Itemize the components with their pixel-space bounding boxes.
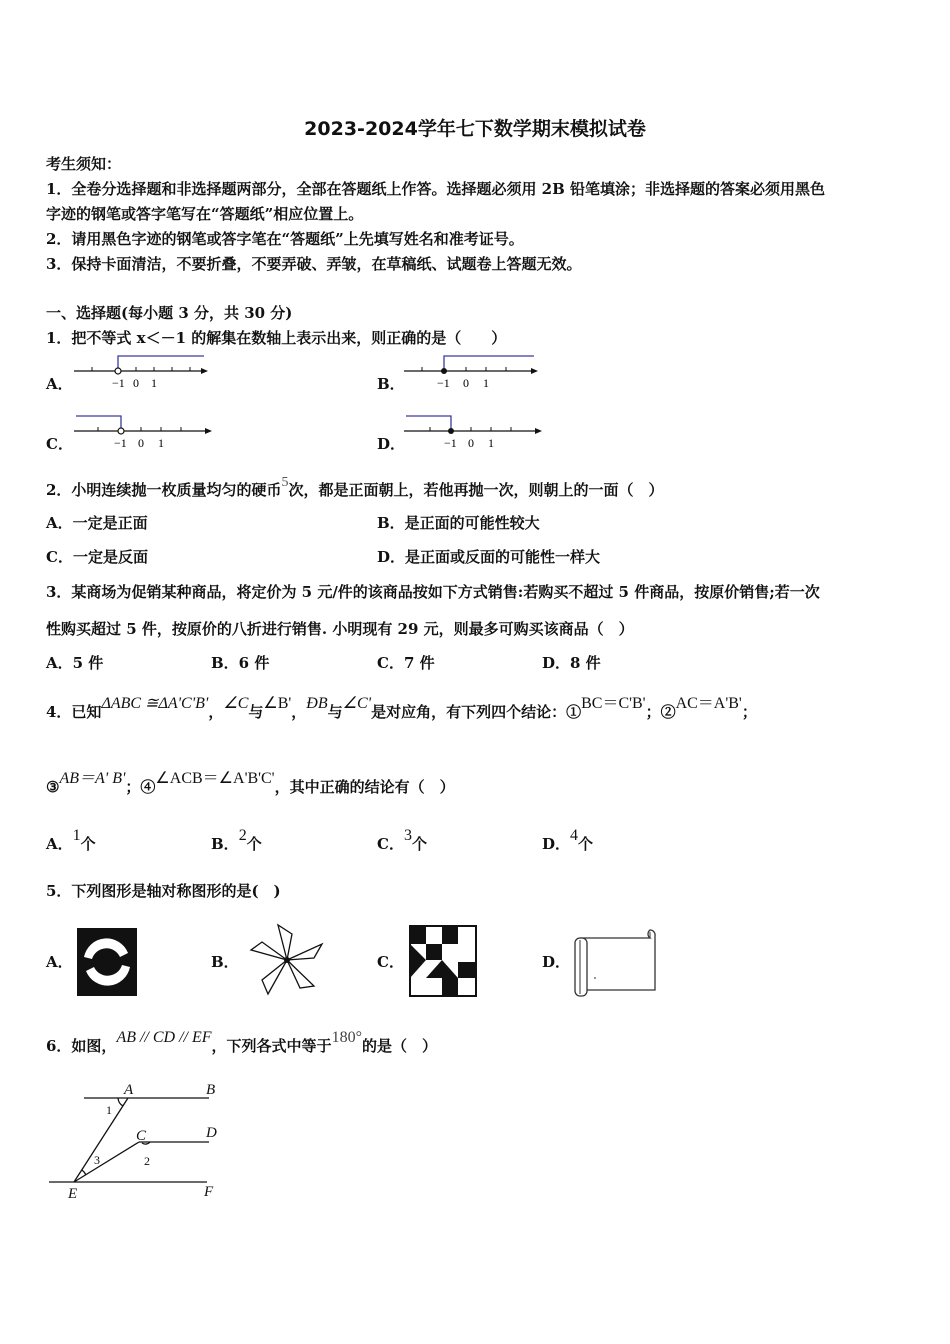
tick-label: 0 [133, 376, 139, 390]
q5-figure-d [572, 928, 660, 1000]
q4-conclusion-3: AB＝A' B' [59, 770, 126, 787]
q4-text: ；② [645, 703, 676, 721]
q1-label-a: A． [46, 375, 73, 393]
notice-item-2: 2．请用黑色字迹的钢笔或答字笔在“答题纸”上先填写姓名和准考证号。 [46, 230, 524, 248]
page-title: 2023-2024学年七下数学期末模拟试卷 [304, 118, 646, 140]
q4-option-b [211, 827, 262, 854]
q5-label-b: B． [211, 953, 239, 971]
q2-option-d: D．是正面或反面的可能性一样大 [377, 548, 601, 566]
q4-option-d [542, 827, 594, 854]
q6-num: 180° [331, 1029, 362, 1046]
q4-stem-line2 [46, 770, 455, 797]
q1-label-d: D． [377, 435, 406, 453]
q3-stem-line2: 性购买超过 5 件，按原价的八折进行销售. 小明现有 29 元，则最多可购买该商品（ ） [46, 620, 634, 638]
q3-option-d: D．8 件 [542, 654, 601, 672]
tick-label: 1 [488, 436, 494, 450]
tick-label: −1 [444, 436, 457, 450]
q2-option-c: C．一定是反面 [46, 548, 148, 566]
option-unit: 个 [80, 835, 96, 853]
option-unit: 个 [411, 835, 427, 853]
q6-parallel-expr: AB // CD // EF [116, 1029, 212, 1046]
q4-congruence: ΔABC ≅ΔA'C'B' [101, 695, 209, 712]
q1-numberline-b [402, 350, 542, 390]
q2-num: 5 [281, 475, 289, 490]
q4-with: 与 [248, 703, 264, 721]
option-num: 1 [72, 827, 81, 844]
angle-label-1: 1 [106, 1103, 112, 1117]
q4-text: ，其中正确的结论有（ ） [274, 778, 455, 796]
q5-label-c: C． [377, 953, 404, 971]
q1-numberline-c [72, 410, 217, 450]
q3-option-b: B．6 件 [211, 654, 270, 672]
q2-stem-pre: 2．小明连续抛一枚质量均匀的硬币 [46, 481, 282, 499]
point-label-b: B [206, 1082, 216, 1098]
option-num: 3 [403, 827, 412, 844]
point-label-e: E [68, 1186, 78, 1202]
q4-conclusion-4: ∠ACB＝∠A'B'C' [155, 770, 275, 787]
q1-label-c: C． [46, 435, 73, 453]
tick-label: 1 [483, 376, 489, 390]
q1-label-b: B． [377, 375, 405, 393]
q4-option-a [46, 827, 96, 854]
angle-arc-1 [118, 1098, 123, 1106]
q1-numberline-a [72, 350, 212, 390]
point-label-d: D [206, 1125, 217, 1141]
q5-figure-a [76, 927, 138, 997]
q4-prefix: 4．已知 [46, 703, 102, 721]
q1-numberline-d [402, 410, 547, 450]
q3-option-a: A．5 件 [46, 654, 104, 672]
q4-text: ； [741, 703, 757, 721]
point-label-a: A [124, 1082, 134, 1098]
q6-prefix: 6．如图， [46, 1037, 117, 1055]
q4-angle-b: ÐB [306, 695, 328, 712]
option-label: D． [542, 835, 571, 853]
q4-angle-b-prime: ∠B' [263, 695, 292, 712]
q6-figure [44, 1076, 234, 1206]
angle-arc-3 [82, 1170, 86, 1175]
notice-item-1-cont: 字迹的钢笔或答字笔写在“答题纸”相应位置上。 [46, 205, 364, 223]
q4-angle-c: ∠C [223, 695, 249, 712]
tick-label: 0 [138, 436, 144, 450]
q6-suffix: 的是（ ） [361, 1037, 437, 1055]
q5-label-a: A． [46, 953, 73, 971]
tick-label: 0 [468, 436, 474, 450]
q2-stem [46, 475, 664, 500]
tick-label: 1 [158, 436, 164, 450]
point-label-f: F [204, 1184, 214, 1200]
tick-label: 0 [463, 376, 469, 390]
option-label: B． [211, 835, 239, 853]
tick-label: −1 [437, 376, 450, 390]
q2-stem-post: 次，都是正面朝上，若他再抛一次，则朝上的一面（ ） [288, 481, 664, 499]
q3-option-c: C．7 件 [377, 654, 435, 672]
q4-option-c [377, 827, 427, 854]
q4-mark: ③ [46, 778, 60, 796]
option-num: 2 [238, 827, 247, 844]
q4-text: 是对应角，有下列四个结论：① [371, 703, 582, 721]
segment-ec [74, 1142, 139, 1182]
angle-label-2: 2 [144, 1154, 150, 1168]
q2-option-b: B．是正面的可能性较大 [377, 514, 540, 532]
q5-figure-c [409, 925, 477, 997]
q4-with: 与 [327, 703, 343, 721]
q4-stem [46, 695, 757, 722]
q2-option-a: A．一定是正面 [46, 514, 148, 532]
q5-stem: 5．下列图形是轴对称图形的是( ) [46, 882, 281, 900]
angle-label-3: 3 [94, 1153, 100, 1167]
notice-heading: 考生须知： [46, 155, 122, 173]
q4-text: ；④ [125, 778, 156, 796]
notice-item-3: 3．保持卡面清洁，不要折叠，不要弄破、弄皱，在草稿纸、试题卷上答题无效。 [46, 255, 582, 273]
point-label-c: C [136, 1128, 147, 1144]
option-unit: 个 [246, 835, 262, 853]
q5-label-d: D． [542, 953, 571, 971]
q3-stem-line1: 3．某商场为促销某种商品，将定价为 5 元/件的该商品按如下方式销售:若购买不超过 5 件商品，按原价销售;若一次 [46, 583, 820, 601]
option-label: C． [377, 835, 404, 853]
q1-stem: 1．把不等式 x＜－1 的解集在数轴上表示出来，则正确的是（ ） [46, 329, 507, 347]
q4-conclusion-2: AC＝A'B' [675, 695, 742, 712]
option-num: 4 [570, 827, 579, 844]
q4-angle-c-prime: ∠C' [342, 695, 372, 712]
q4-sep: ， [291, 703, 307, 721]
tick-label: −1 [114, 436, 127, 450]
q6-stem [46, 1029, 437, 1056]
option-label: A． [46, 835, 73, 853]
segment-ea [74, 1098, 128, 1182]
section-heading: 一、选择题(每小题 3 分，共 30 分) [46, 304, 293, 322]
q6-mid: ，下列各式中等于 [211, 1037, 332, 1055]
q4-conclusion-1: BC＝C'B' [581, 695, 646, 712]
q4-sep: ， [208, 703, 224, 721]
tick-label: 1 [151, 376, 157, 390]
q5-figure-b [248, 922, 326, 998]
tick-label: −1 [112, 376, 125, 390]
option-unit: 个 [578, 835, 594, 853]
notice-item-1: 1．全卷分选择题和非选择题两部分，全部在答题纸上作答。选择题必须用 2B 铅笔填涂；非选择题的答案必须用黑色 [46, 180, 826, 198]
